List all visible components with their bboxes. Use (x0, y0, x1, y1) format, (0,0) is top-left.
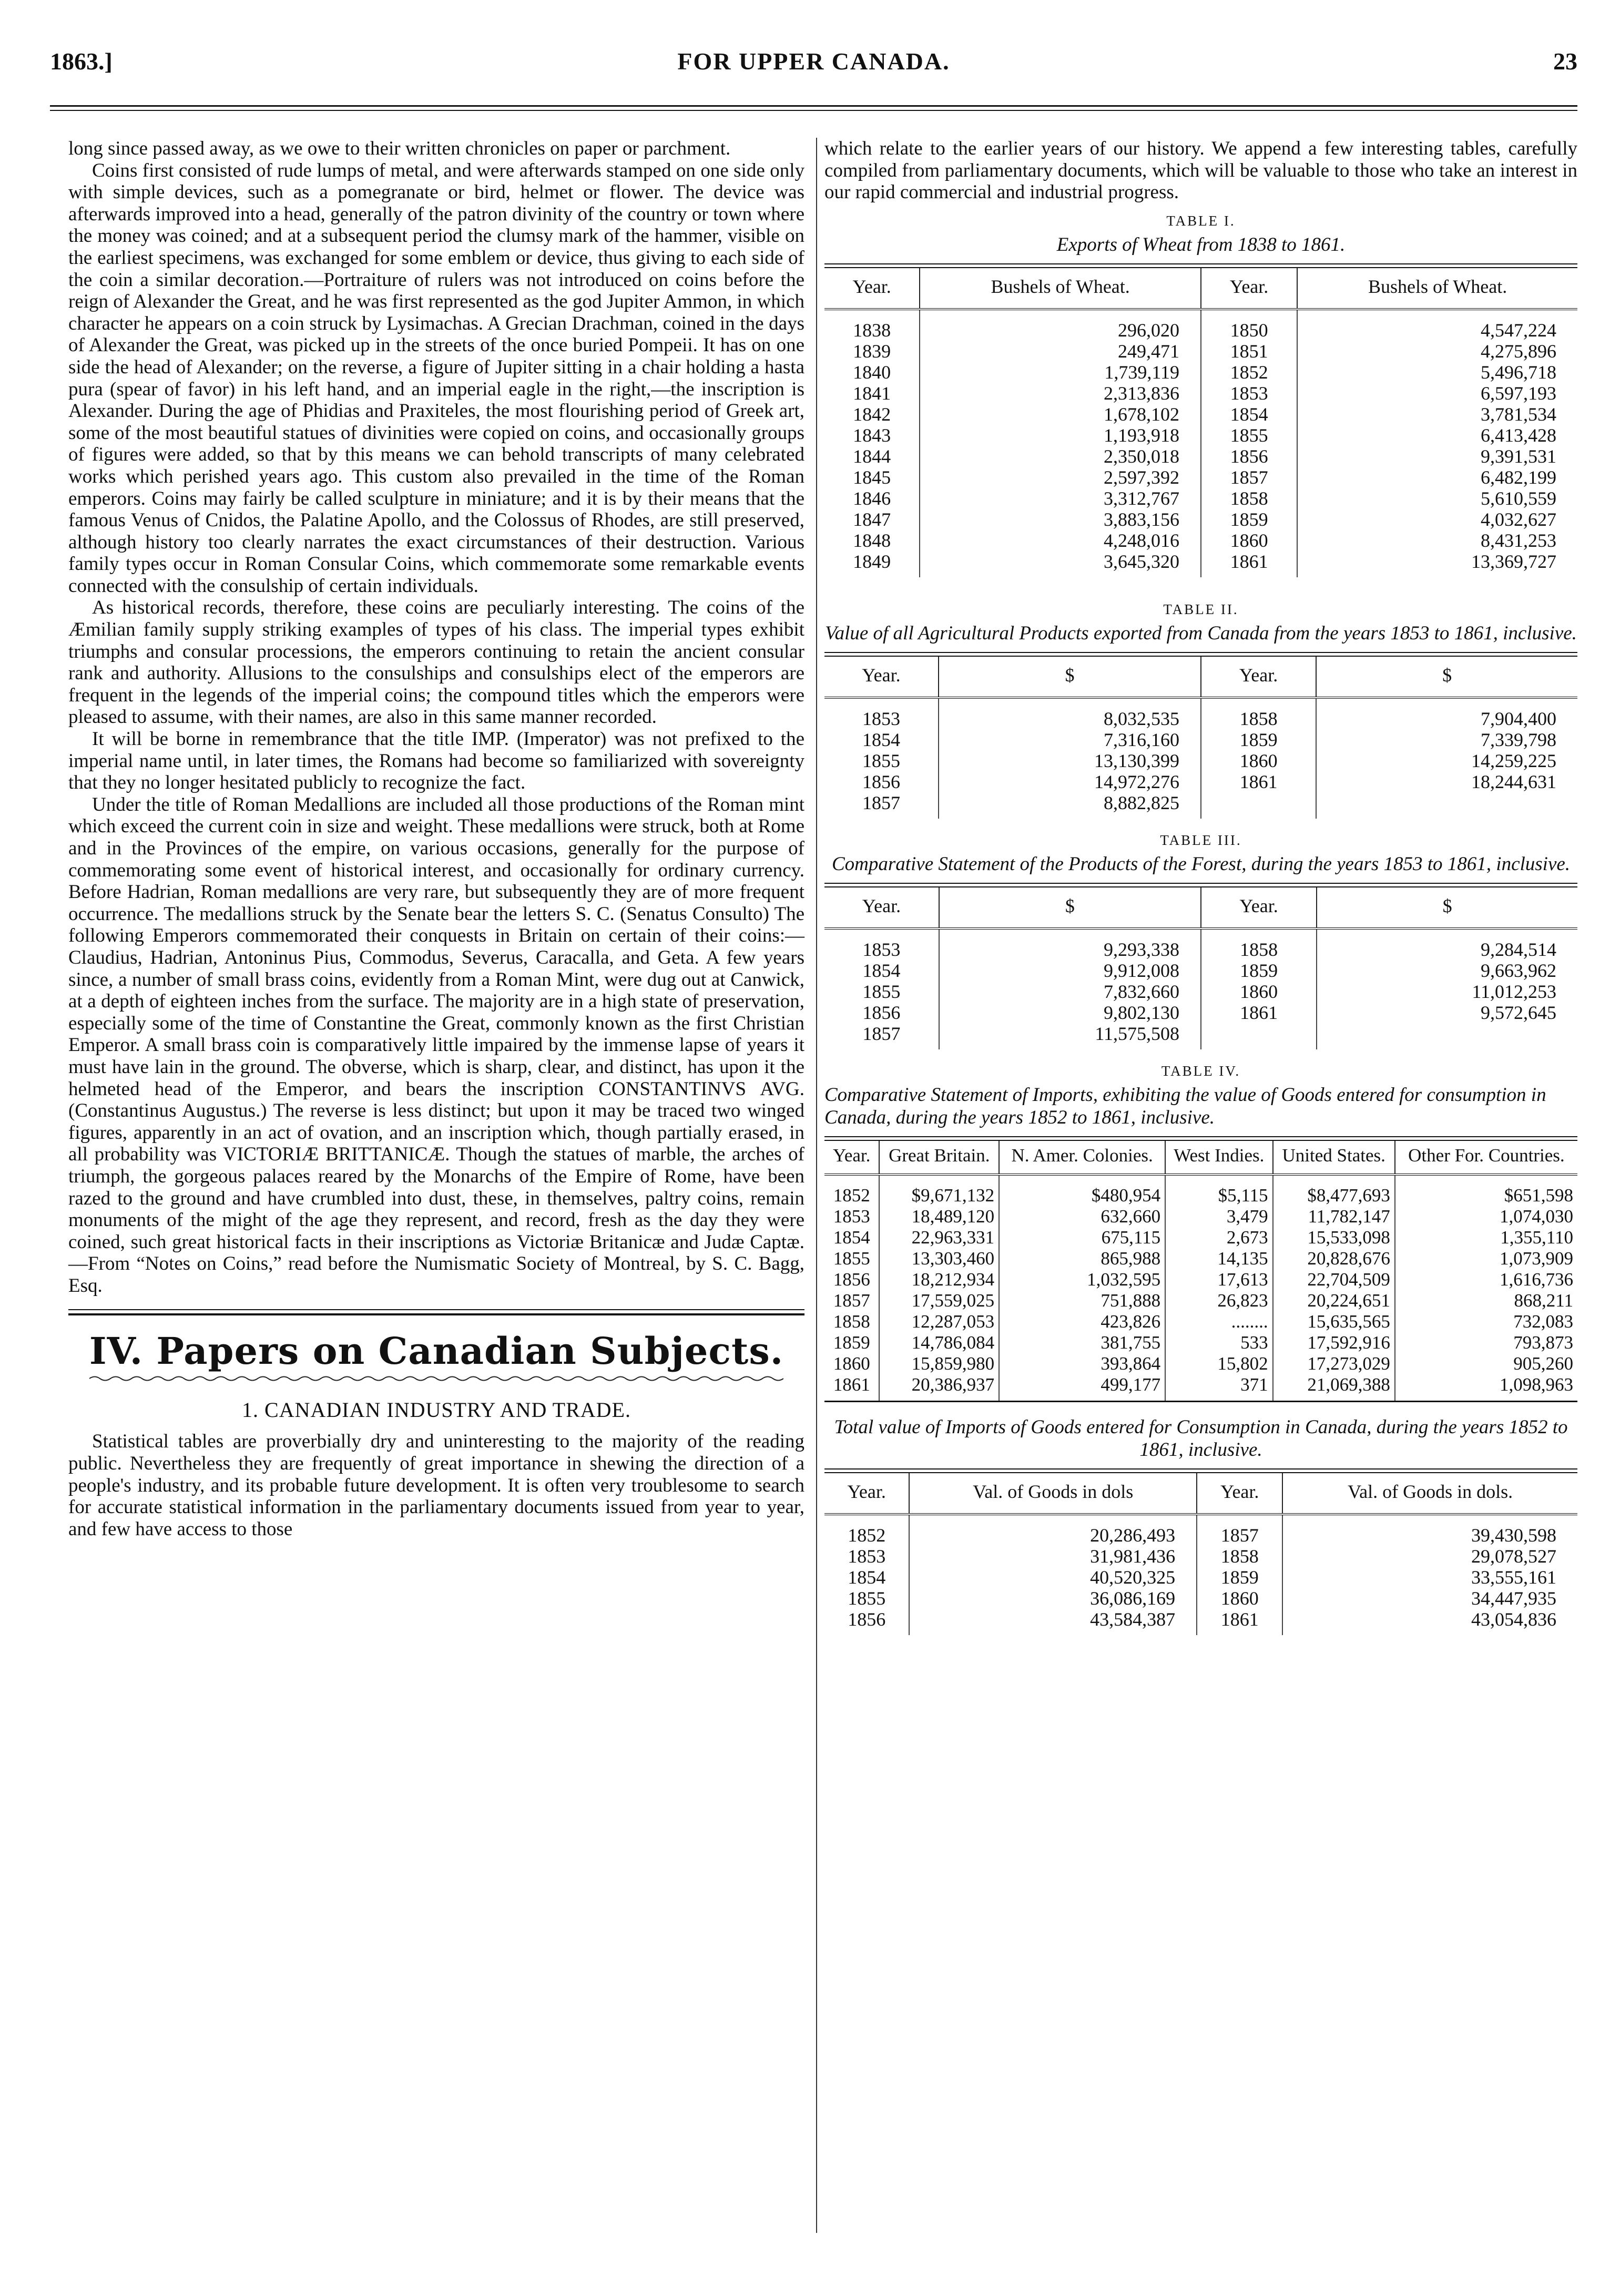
table-cell: 9,663,962 (1317, 960, 1577, 981)
paragraph: As historical records, therefore, these coins are peculiarly interesting. The coins of the Æmilian family supply striking examples of types of his class. The imperial types exhibit triumphs and consular processions, the emperors continuing to retain the ancient consular rank and authority. Allusions to the consulships and consulships elect of the emperors are frequent in the legends of the imperial coins; the compound titles which the emperors were pleased to assume, with their names, are also in this same manner recorded. (68, 597, 804, 728)
table-cell: 1860 (833, 1353, 870, 1374)
table-cell: 18,212,934 (879, 1269, 999, 1290)
table-cell: 1857 (862, 1023, 901, 1044)
table-row (824, 928, 1577, 960)
header-date: 1863.] (50, 48, 113, 75)
column-header: Year. (1201, 268, 1297, 309)
table-cell: 249,471 (920, 341, 1201, 362)
table-cell: 1861 (1201, 551, 1297, 577)
table-row (824, 404, 1577, 425)
table-row (824, 509, 1577, 530)
table-label: TABLE II. (1163, 601, 1239, 617)
column-header: Year. (1201, 887, 1317, 928)
table-row (824, 1206, 1577, 1227)
table-cell: 3,645,320 (920, 551, 1201, 577)
table-cell: 14,135 (1165, 1248, 1272, 1269)
table-cell: 1858 (1201, 698, 1316, 729)
table-cell: 1858 (1197, 1546, 1282, 1567)
table-cell: 1858 (1201, 488, 1297, 509)
table-cell: 1848 (853, 529, 891, 551)
table-cell: 8,882,825 (939, 792, 1201, 819)
table-cell: 7,316,160 (939, 729, 1201, 750)
table-cell: 33,555,161 (1282, 1567, 1577, 1588)
header-title: FOR UPPER CANADA. (677, 48, 950, 75)
table-cell: 18,244,631 (1316, 771, 1577, 792)
table-cell (1316, 792, 1577, 819)
table-row (824, 1311, 1577, 1332)
table-cell: 18,489,120 (879, 1206, 999, 1227)
column-header: N. Amer. Colonies. (999, 1141, 1165, 1175)
table-cell: 1861 (1201, 771, 1316, 792)
table-cell: 1856 (862, 1002, 901, 1023)
table-row (824, 729, 1577, 750)
table-cell: 868,211 (1395, 1290, 1577, 1311)
table-row (824, 1023, 1577, 1049)
table-cell (1201, 1023, 1317, 1049)
table-row (824, 750, 1577, 771)
table-cell: 3,781,534 (1297, 404, 1577, 425)
table-row (824, 362, 1577, 383)
table-cell: 1853 (1201, 383, 1297, 404)
table-cell: 7,832,660 (939, 981, 1201, 1002)
table-cell: $651,598 (1395, 1175, 1577, 1206)
table-cell: 9,912,008 (939, 960, 1201, 981)
table-cell: 7,339,798 (1316, 729, 1577, 750)
table-cell: 13,369,727 (1297, 551, 1577, 577)
table-cell: 6,482,199 (1297, 467, 1577, 488)
table-cell: 13,130,399 (939, 750, 1201, 771)
table-cell: 1852 (1201, 362, 1297, 383)
table-cell: 1854 (862, 729, 900, 750)
table-caption: Comparative Statement of the Products of the Forest, during the years 1853 to 1861, inclusive. (831, 853, 1571, 875)
table-cell: 1860 (1201, 750, 1316, 771)
table-cell: 17,559,025 (879, 1290, 999, 1311)
column-header: Bushels of Wheat. (1297, 268, 1577, 309)
table-cell: 1857 (1197, 1514, 1282, 1546)
table-cell: 1853 (862, 708, 900, 729)
table-cell: 1854 (1201, 404, 1297, 425)
table-cell: 2,673 (1165, 1227, 1272, 1248)
table-caption: Total value of Imports of Goods entered for Consumption in Canada, during the years 1852 to 1861, inclusive. (834, 1416, 1568, 1461)
column-divider (816, 138, 817, 2233)
table-row (824, 1269, 1577, 1290)
column-header: $ (939, 887, 1201, 928)
table-cell: 793,873 (1395, 1332, 1577, 1353)
table-cell: 3,883,156 (920, 509, 1201, 530)
table-cell: 11,575,508 (939, 1023, 1201, 1049)
table-cell: 20,286,493 (909, 1514, 1197, 1546)
table-cell: 34,447,935 (1282, 1588, 1577, 1609)
table-cell: 9,391,531 (1297, 446, 1577, 467)
table-label: TABLE III. (1160, 832, 1242, 848)
table-cell: 1846 (853, 487, 891, 509)
table-cell: 1859 (833, 1332, 870, 1353)
table-cell: 1861 (1201, 1002, 1317, 1023)
table-cell: 36,086,169 (909, 1588, 1197, 1609)
table-cell: $480,954 (999, 1175, 1165, 1206)
table-cell: 29,078,527 (1282, 1546, 1577, 1567)
running-head (50, 47, 1577, 79)
table-row (824, 960, 1577, 981)
table-row (824, 383, 1577, 404)
table-rule (824, 883, 1577, 887)
table-label: TABLE I. (1166, 212, 1236, 229)
paragraph: Statistical tables are proverbially dry and uninteresting to the majority of the reading public. Nevertheless they are frequently of great importance in shewing the direction of a people's industry, and its probable future development. It is often very troublesome to search for accurate statistical information in the parliamentary documents issued from year to year, and few have access to those (68, 1431, 804, 1540)
table-cell: 2,313,836 (920, 383, 1201, 404)
table-cell: 1838 (853, 319, 891, 341)
table-row (824, 1546, 1577, 1567)
table-cell: 1853 (862, 938, 901, 960)
table-cell: 1861 (833, 1374, 870, 1395)
table-cell: 15,533,098 (1273, 1227, 1395, 1248)
paragraph: Coins first consisted of rude lumps of metal, and were afterwards stamped on one side only with simple devices, such as a pomegranate or bird, helmet or flower. The device was afterwards improved into a head, generally of the patron divinity of the country or town where the money was coined; and at a subsequent period the clumsy mark of the hammer, visible on the earliest specimens, was exchanged for some emblem or device, thus giving to each side of the coin a similar decoration.—Portraiture of rulers was not introduced on coins before the reign of Alexander the Great, and he was first represented as the god Jupiter Ammon, in which character he appears on a coin struck by Lysimachas. A Grecian Drachman, coined in the days of Alexander the Great, was picked up in the streets of the once buried Pompeii. It has on one side the head of Alexander; on the reverse, a figure of Jupiter sitting in a chair holding a hasta pura (spear of favor) in his left hand, and an imperial eagle in the right,—the inscription is Alexander. During the age of Phidias and Praxiteles, the most flourishing period of Greek art, some of the most beautiful statues of divinities were copied on coins, and occasionally groups of figures were added, so that by this means we can behold transcripts of many celebrated works which perished years ago. This custom also prevailed in the time of the Roman emperors. Coins may fairly be called sculpture in miniature; and it is by their means that the famous Venus of Cnidos, the Palatine Apollo, and the Colossus of Rhodes, are still preserved, although history too clearly narrates the exact circumstances of their destruction. Various family types occur in Roman Consular Coins, which commemorate some remarkable events connected with the consulship of certain individuals. (68, 159, 804, 597)
table-cell: ........ (1165, 1311, 1272, 1332)
paragraph: which relate to the earlier years of our history. We append a few interesting tables, carefully compiled from parliamentary documents, which will be valuable to those who take an interest in our rapid commercial and industrial progress. (824, 138, 1577, 203)
table-cell: 20,386,937 (879, 1374, 999, 1402)
table-cell: $8,477,693 (1273, 1175, 1395, 1206)
table-cell: 1853 (848, 1545, 886, 1567)
table-cell: 1855 (848, 1587, 886, 1609)
table-row (824, 1588, 1577, 1609)
section-rule (68, 1309, 804, 1315)
table-cell: 1850 (1201, 309, 1297, 341)
table-cell: 9,293,338 (939, 928, 1201, 960)
table-cell: 21,069,388 (1273, 1374, 1395, 1402)
table-row (824, 771, 1577, 792)
table-cell: 17,613 (1165, 1269, 1272, 1290)
ornamental-rule (89, 1374, 783, 1383)
table-cell: 11,782,147 (1273, 1206, 1395, 1227)
table-cell: 31,981,436 (909, 1546, 1197, 1567)
table-cell: 5,496,718 (1297, 362, 1577, 383)
table-cell: 15,802 (1165, 1353, 1272, 1374)
paragraph: long since passed away, as we owe to their written chronicles on paper or parchment. (68, 138, 731, 159)
column-header: Other For. Countries. (1395, 1141, 1577, 1175)
article-title: 1. CANADIAN INDUSTRY AND TRADE. (242, 1398, 631, 1422)
table-cell: 1860 (1197, 1588, 1282, 1609)
table-cell: 1,355,110 (1395, 1227, 1577, 1248)
table-rule (824, 263, 1577, 268)
table-caption: Comparative Statement of Imports, exhibiting the value of Goods entered for consumption in Canada, during the years 1852 to 1861, inclusive. (824, 1084, 1546, 1128)
table-cell: 1,193,918 (920, 425, 1201, 446)
table-cell: 533 (1165, 1332, 1272, 1353)
table-cell: 1855 (833, 1248, 870, 1269)
table-cell: 20,828,676 (1273, 1248, 1395, 1269)
table-cell: 1855 (862, 981, 901, 1002)
paragraph: Under the title of Roman Medallions are included all those productions of the Roman mint which exceed the current coin in size and weight. These medallions were struck, both at Rome and in the Provinces of the empire, on various occasions, generally for the purpose of commemorating some event of historical interest, and occasionally for ordinary currency. Before Hadrian, Roman medallions are very rare, but subsequently they are of more frequent occurrence. The medallions struck by the Senate bear the letters S. C. (Senatus Consulto) The following Emperors commemorated their conquests in Britain on certain of their coins:—Claudius, Hadrian, Antoninus Pius, Commodus, Severus, Caracalla, and Geta. A few years since, a number of small brass coins, evidently from a Roman Mint, were dug out at Canwick, at a depth of eighteen inches from the surface. The majority are in a high state of preservation, especially some of the time of Constantine the Great, commonly known as the first Christian Emperor. A small brass coin is comparatively little impaired by the immense lapse of years it must have lain in the ground. The obverse, which is sharp, clear, and distinct, has upon it the helmeted head of the Emperor, and bears the inscription CONSTANTINVS AVG. (Constantinus Augustus.) The reverse is less distinct; but upon it may be traced two winged figures, apparently in an act of ovation, and an inscription which, though partially erased, in all probability was VICTORIÆ BRITTANICÆ. Though the statues of marble, the arches of triumph, the gorgeous palaces reared by the Monarchs of the Empire of Rome, have been razed to the ground and have crumbled into dust, these, in themselves, paltry coins, remain monuments of the might of the age they represent, and record, fresh as the day they were coined, such great historical facts in their inscriptions as Victoriæ Britanicæ and Judæ Captæ.—From “Notes on Coins,” read before the Numismatic Society of Montreal, by S. C. Bagg, Esq. (68, 793, 804, 1297)
table-cell: 1855 (862, 750, 900, 771)
table-cell: 1860 (1201, 530, 1297, 551)
table-cell: 12,287,053 (879, 1311, 999, 1332)
column-header: United States. (1273, 1141, 1395, 1175)
table-cell: 1859 (1201, 729, 1316, 750)
header-rule (50, 105, 1577, 111)
paragraph: It will be borne in remembrance that the title IMP. (Imperator) was not prefixed to the imperial name until, in later times, the Romans had become so familiarized with sovereignty that they no longer hesitated publicly to recognize the fact. (68, 728, 804, 794)
table-cell: 9,572,645 (1317, 1002, 1577, 1023)
table-cell: 2,350,018 (920, 446, 1201, 467)
table-row (824, 530, 1577, 551)
table-cell: 9,802,130 (939, 1002, 1201, 1023)
table-row (824, 341, 1577, 362)
table-row (824, 1374, 1577, 1402)
table-cell: 8,431,253 (1297, 530, 1577, 551)
total-imports-table (824, 1473, 1577, 1635)
column-header: Year. (833, 1145, 871, 1166)
table-cell: 39,430,598 (1282, 1514, 1577, 1546)
table-row (824, 467, 1577, 488)
table-cell: 423,826 (999, 1311, 1165, 1332)
table-cell: 17,592,916 (1273, 1332, 1395, 1353)
table-cell: 499,177 (999, 1374, 1165, 1402)
table-cell: 15,635,565 (1273, 1311, 1395, 1332)
table-cell: 4,547,224 (1297, 309, 1577, 341)
table-cell: 1856 (833, 1269, 870, 1290)
table-cell: 8,032,535 (939, 698, 1201, 729)
table-cell: 865,988 (999, 1248, 1165, 1269)
table-cell: 1854 (862, 960, 901, 981)
table-cell: 1853 (833, 1206, 870, 1227)
table-cell: 905,260 (1395, 1353, 1577, 1374)
table-cell: 1854 (848, 1566, 886, 1588)
forest-products-table (824, 887, 1577, 1049)
column-header: Year. (862, 664, 901, 686)
table-cell: 17,273,029 (1273, 1353, 1395, 1374)
table-cell: 14,259,225 (1316, 750, 1577, 771)
table-row (824, 551, 1577, 577)
table-cell: 732,083 (1395, 1311, 1577, 1332)
table-cell: 1844 (853, 445, 891, 467)
table-cell: 1857 (862, 792, 900, 813)
table-cell: 1852 (848, 1524, 886, 1546)
table-cell: 3,312,767 (920, 488, 1201, 509)
table-cell: 6,597,193 (1297, 383, 1577, 404)
table-cell: 632,660 (999, 1206, 1165, 1227)
wheat-exports-table (824, 268, 1577, 577)
table-cell: 1855 (1201, 425, 1297, 446)
table-cell: $5,115 (1165, 1175, 1272, 1206)
table-cell: 1858 (1201, 928, 1317, 960)
table-cell: 1859 (1201, 960, 1317, 981)
table-cell: 4,275,896 (1297, 341, 1577, 362)
table-cell: 1845 (853, 466, 891, 488)
table-caption: Exports of Wheat from 1838 to 1861. (1056, 233, 1346, 256)
table-rule (824, 652, 1577, 657)
table-row (824, 1290, 1577, 1311)
table-cell: 1861 (1197, 1609, 1282, 1635)
table-cell: 1859 (1197, 1567, 1282, 1588)
table-cell: 1860 (1201, 981, 1317, 1002)
column-header: Val. of Goods in dols. (1282, 1473, 1577, 1514)
column-header: Great Britain. (879, 1141, 999, 1175)
table-cell: 22,963,331 (879, 1227, 999, 1248)
table-row (824, 1227, 1577, 1248)
table-row (824, 425, 1577, 446)
table-cell: 1859 (1201, 509, 1297, 530)
table-cell: 26,823 (1165, 1290, 1272, 1311)
left-column (68, 138, 804, 1540)
table-cell: 9,284,514 (1317, 928, 1577, 960)
column-header: Year. (1201, 657, 1316, 698)
table-cell: 13,303,460 (879, 1248, 999, 1269)
table-cell: 3,479 (1165, 1206, 1272, 1227)
table-cell: 1,616,736 (1395, 1269, 1577, 1290)
table-row (824, 1332, 1577, 1353)
table-row (824, 1353, 1577, 1374)
table-cell: 14,786,084 (879, 1332, 999, 1353)
agricultural-products-table (824, 657, 1577, 819)
table-cell: 1854 (833, 1227, 870, 1248)
table-cell: 40,520,325 (909, 1567, 1197, 1588)
table-cell: 371 (1165, 1374, 1272, 1402)
table-cell: 1849 (853, 550, 891, 572)
table-rule (824, 1136, 1577, 1141)
page-number: 23 (1553, 48, 1577, 75)
table-cell: 1,073,909 (1395, 1248, 1577, 1269)
table-cell: 1,074,030 (1395, 1206, 1577, 1227)
table-cell: 11,012,253 (1317, 981, 1577, 1002)
table-cell: 1842 (853, 403, 891, 425)
table-caption: Value of all Agricultural Products exported from Canada from the years 1853 to 1861, inclusive. (825, 622, 1577, 644)
table-cell: 381,755 (999, 1332, 1165, 1353)
table-row (824, 792, 1577, 819)
table-cell: 1843 (853, 424, 891, 446)
table-cell: 1858 (833, 1311, 870, 1332)
right-column (824, 138, 1577, 1635)
table-cell: 4,032,627 (1297, 509, 1577, 530)
table-cell: 1857 (833, 1290, 870, 1311)
table-row (824, 698, 1577, 729)
table-cell: 14,972,276 (939, 771, 1201, 792)
column-header: Bushels of Wheat. (920, 268, 1201, 309)
table-cell: 15,859,980 (879, 1353, 999, 1374)
table-cell: $9,671,132 (879, 1175, 999, 1206)
column-header: $ (939, 657, 1201, 698)
table-cell: 20,224,651 (1273, 1290, 1395, 1311)
column-header: Year. (862, 895, 901, 916)
table-row (824, 309, 1577, 341)
table-cell: 393,864 (999, 1353, 1165, 1374)
table-row (824, 1567, 1577, 1588)
table-cell (1201, 792, 1316, 819)
column-header: Val. of Goods in dols (909, 1473, 1197, 1514)
table-cell: 1852 (833, 1185, 870, 1206)
imports-table (824, 1141, 1577, 1402)
table-cell: 43,054,836 (1282, 1609, 1577, 1635)
table-cell: 4,248,016 (920, 530, 1201, 551)
column-header: $ (1316, 657, 1577, 698)
table-cell: 1,678,102 (920, 404, 1201, 425)
column-header: Year. (1197, 1473, 1282, 1514)
table-row (824, 488, 1577, 509)
table-cell: 1840 (853, 361, 891, 383)
table-row (824, 1248, 1577, 1269)
table-cell: 7,904,400 (1316, 698, 1577, 729)
section-title: IV. Papers on Canadian Subjects. (89, 1329, 784, 1373)
column-header: Year. (847, 1481, 886, 1502)
table-row (824, 1514, 1577, 1546)
table-cell: 22,704,509 (1273, 1269, 1395, 1290)
table-row (824, 1175, 1577, 1206)
table-row (824, 981, 1577, 1002)
table-row (824, 446, 1577, 467)
table-cell: 1851 (1201, 341, 1297, 362)
table-cell: 1856 (1201, 446, 1297, 467)
column-header: Year. (852, 275, 891, 297)
table-cell: 43,584,387 (909, 1609, 1197, 1635)
table-cell: 6,413,428 (1297, 425, 1577, 446)
table-row (824, 1609, 1577, 1635)
table-cell: 2,597,392 (920, 467, 1201, 488)
table-cell: 1839 (853, 340, 891, 362)
table-cell: 1841 (853, 382, 891, 404)
table-cell: 296,020 (920, 309, 1201, 341)
table-cell: 1856 (848, 1608, 886, 1630)
table-cell: 1847 (853, 508, 891, 530)
table-cell: 751,888 (999, 1290, 1165, 1311)
table-cell: 1,098,963 (1395, 1374, 1577, 1402)
table-label: TABLE IV. (1161, 1063, 1241, 1079)
table-cell: 5,610,559 (1297, 488, 1577, 509)
column-header: West Indies. (1165, 1141, 1272, 1175)
table-cell: 1856 (862, 771, 900, 792)
table-cell: 1,032,595 (999, 1269, 1165, 1290)
table-cell: 1857 (1201, 467, 1297, 488)
column-header: $ (1317, 887, 1577, 928)
table-cell: 675,115 (999, 1227, 1165, 1248)
table-cell (1317, 1023, 1577, 1049)
table-cell: 1,739,119 (920, 362, 1201, 383)
table-row (824, 1002, 1577, 1023)
table-rule (824, 1468, 1577, 1473)
